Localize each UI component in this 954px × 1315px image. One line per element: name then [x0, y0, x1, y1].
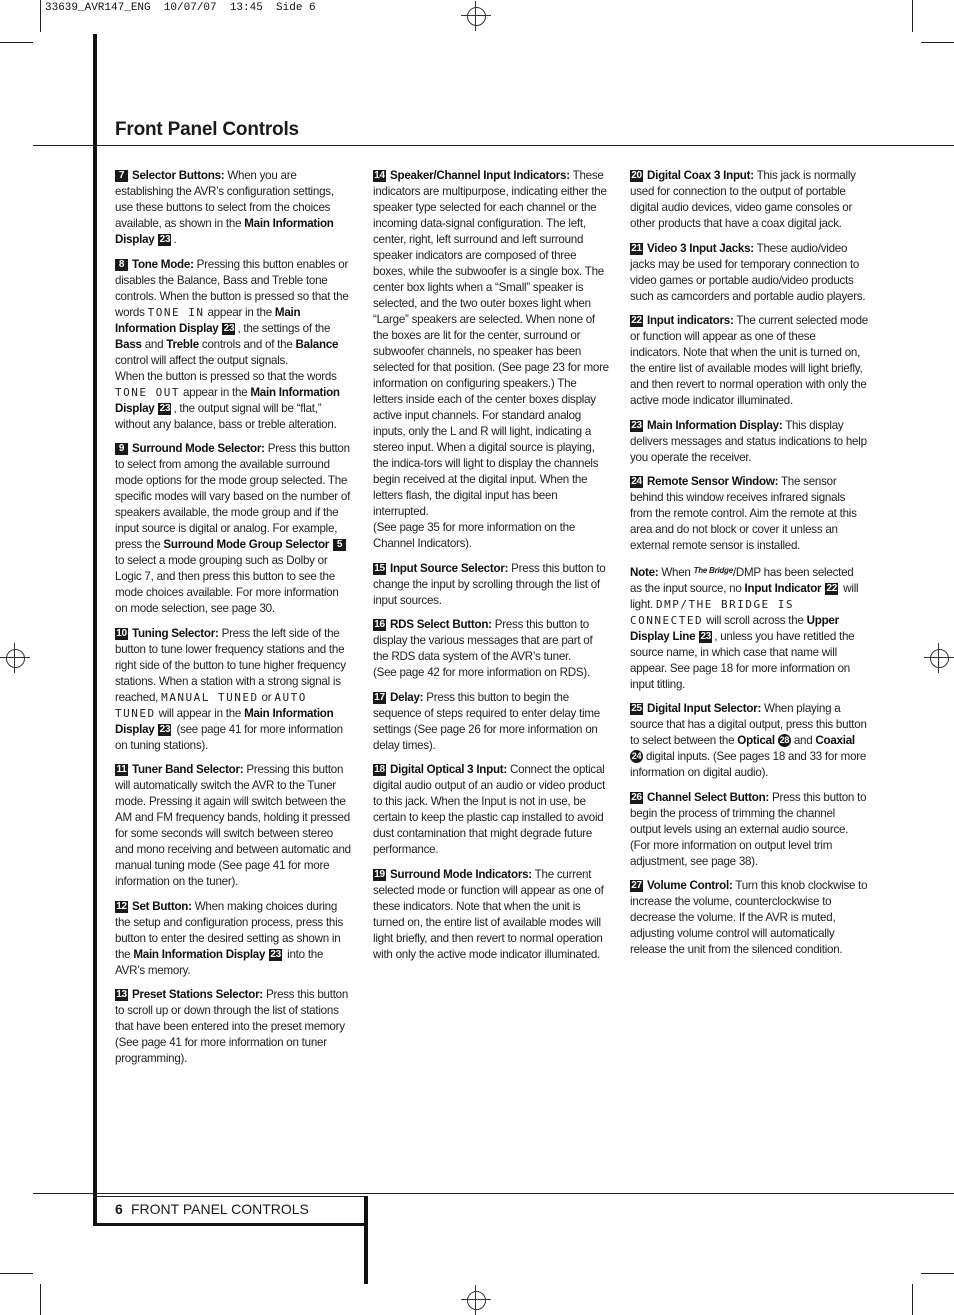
item-number: 21	[631, 242, 642, 254]
item-title: Digital Input Selector:	[647, 702, 762, 715]
item-title: Remote Sensor Window:	[647, 475, 779, 488]
item-title: Surround Mode Indicators:	[390, 867, 532, 881]
item-number: 7	[115, 170, 128, 182]
item-title: Volume Control:	[647, 879, 733, 892]
item-21: 21 Video 3 Input Jacks: These audio/video jacks may be used for temporary connection to video games or portable audio/video products such as camcorders and portable audio players.	[630, 241, 866, 303]
reference-number-circled: 24	[631, 751, 642, 761]
crop-mark	[40, 1284, 41, 1315]
item-title: Digital Coax 3 Input:	[647, 169, 754, 182]
lcd-message: MANUAL TUNED	[161, 690, 259, 704]
reference-number: 23	[223, 322, 235, 334]
reference-number: 22	[826, 582, 838, 594]
reference-number: 5	[333, 539, 346, 551]
item-title: Video 3 Input Jacks:	[647, 241, 754, 255]
item-number: 8	[115, 259, 128, 271]
registration-mark	[924, 643, 954, 673]
reference-number: 23	[159, 402, 171, 414]
item-number: 20	[631, 170, 642, 181]
crop-mark	[921, 42, 954, 43]
item-title: Input Source Selector:	[390, 561, 509, 575]
item-title: Set Button:	[132, 899, 192, 913]
item-14: 14 Speaker/Channel Input Indicators: These indicators are multipurpose, indicating either the speaker type selected for each channel or the incoming data-signal configuration. The left, center, right, left surround and left surround speaker indicators are composed of three boxes, while the subwoofer is a single box. The center box lights when a “Small” speaker is selected, and the two outer boxes light when “Large” speakers are selected. When none of the boxes are lit for the center, surround or subwoofer channels, no speaker has been selected for that position. (See page 23 for more information on configuring speakers.) The letters inside each of the center boxes display active input channels. For standard analog inputs, only the L and R will light, indicating a stereo input. When a digital source is playing, the indica-tors will light to display the channels begin received at the digital input. When the letters flash, the digital input has been interrupted. (See page 35 for more information on the Channel Indicators).	[373, 169, 609, 550]
item-title: Tuner Band Selector:	[132, 763, 244, 776]
registration-mark	[0, 643, 30, 673]
item-8: 8 Tone Mode: Pressing this button enables or disables the Balance, Bass and Treble tone controls. When the button is pressed so that the words TONE IN appear in the Main Information Display 23 , the settings of the Bass and Treble controls and of the Balance control will affect the output signals. When the button is pressed so that the words TONE OUT appear in the Main Information Display 23 , the output signal will be “flat,” without any balance, bass or treble alteration.	[115, 257, 349, 431]
item-number: 19	[374, 868, 385, 880]
item-26: 26 Channel Select Button: Press this button to begin the process of trimming the channel output levels using an external audio source. (For more information on output level trim adjustment, see page 38).	[630, 790, 867, 868]
item-number: 22	[631, 315, 642, 326]
item-17: 17 Delay: Press this button to begin the sequence of steps required to enter delay time settings (See page 26 for more information on delay times).	[373, 690, 600, 752]
reference-number-circled: 28	[779, 735, 790, 745]
crop-mark	[912, 1284, 913, 1315]
item-16: 16 RDS Select Button: Press this button to display the various messages that are part of the RDS data system of the AVR’s tuner. (See page 42 for more information on RDS).	[373, 618, 593, 679]
item-number: 15	[374, 562, 385, 574]
item-title: RDS Select Button:	[390, 618, 492, 631]
item-number: 12	[116, 900, 127, 912]
item-title: Preset Stations Selector:	[132, 988, 263, 1001]
column-2	[373, 168, 609, 971]
item-11: 11 Tuner Band Selector: Pressing this button will automatically switch the AVR to the Tuner mode. Pressing it again will switch between the AM and FM frequency bands, holding it pressed for some seconds will switch between stereo and mono receiving and between automatic and manual tuning mode (See page 41 for more information on the tuner).	[115, 763, 351, 888]
crop-mark	[40, 0, 41, 32]
item-title: Input indicators:	[647, 314, 734, 327]
item-9: 9 Surround Mode Selector: Press this button to select from among the available surround mode options for the mode group selected. The specific modes will vary based on the number of speakers available, the mode group and if the input source is digital or analog. For example, press the Surround Mode Group Selector 5 to select a mode grouping such as Dolby or Logic 7, and then press this button to see the mode choices available. For more information on mode selection, see page 30.	[115, 442, 351, 615]
reference-number: 23	[159, 234, 171, 245]
note: Note: When $^{The Bridge}$/DMP has been selected as the input source, no Input Indicator 22 will light. DMP/THE BRIDGE IS CONNECTED will scroll across the Upper Display Line 23 , unless you have retitled the source name, in which case that name will appear. See page 18 for more information on input titling.	[630, 565, 859, 691]
item-number: 14	[374, 170, 385, 181]
crop-mark	[0, 1273, 33, 1274]
footer-section-label: FRONT PANEL CONTROLS	[131, 1201, 309, 1217]
column-3	[630, 168, 868, 967]
footer-rule-vertical	[364, 1196, 368, 1284]
item-number: 9	[115, 443, 128, 455]
item-number: 18	[374, 764, 385, 775]
item-number: 24	[631, 476, 642, 487]
item-title: Delay:	[390, 690, 424, 704]
print-slug: 33639_AVR147_ENG 10/07/07 13:45 Side 6	[45, 2, 316, 14]
note-label: Note:	[630, 565, 659, 579]
registration-mark	[461, 1, 491, 31]
item-title: Tuning Selector:	[132, 626, 219, 640]
page-number: 6	[115, 1201, 123, 1217]
item-10: 10 Tuning Selector: Press the left side of the button to tune lower frequency stations and the right side of the button to tune higher frequency stations. When a station with a strong signal is reached, MANUAL TUNED or AUTO TUNED will appear in the Main Information Display 23 (see page 41 for more information on tuning stations).	[115, 626, 346, 752]
crop-mark	[921, 1273, 954, 1274]
item-18: 18 Digital Optical 3 Input: Connect the optical digital audio output of an audio or video product to this jack. When the Input is not in use, be certain to keep the plastic cap installed to avoid dust contamination that might degrade future performance.	[373, 763, 606, 856]
item-title: Speaker/Channel Input Indicators:	[390, 169, 570, 182]
item-20: 20 Digital Coax 3 Input: This jack is normally used for connection to the output of portable digital audio devices, video game consoles or other products that have a coax digital jack.	[630, 169, 856, 230]
registration-mark	[461, 1285, 491, 1315]
item-number: 27	[631, 880, 642, 891]
page-title: Front Panel Controls	[115, 119, 299, 140]
reference-number: 23	[700, 630, 712, 642]
lcd-message: DMP/THE BRIDGE IS CONNECTED	[630, 597, 795, 627]
crop-mark	[912, 0, 913, 32]
item-number: 17	[374, 691, 385, 703]
item-title: Surround Mode Selector:	[132, 442, 265, 455]
item-19: 19 Surround Mode Indicators: The current selected mode or function will appear as one of these indicators. Note that when the unit is turned on, the entire list of available modes will light briefly, and then revert to normal operation with only the active mode indicator illuminated.	[373, 867, 604, 961]
item-title: Tone Mode:	[132, 257, 194, 271]
the-bridge-logo: The Bridge	[693, 565, 733, 575]
item-23: 23 Main Information Display: This display delivers messages and status indications to help you operate the receiver.	[630, 418, 867, 464]
page-left-rule	[93, 34, 97, 1224]
item-number: 25	[631, 703, 642, 714]
item-13: 13 Preset Stations Selector: Press this button to scroll up or down through the list of stations that have been entered into the preset memory (See page 41 for more information on tuner programming).	[115, 988, 349, 1065]
item-22: 22 Input indicators: The current selected mode or function will appear as one of these indicators. Note that when the unit is turned on, the entire list of available modes will light briefly, and then revert to normal operation with only the active mode indicator illuminated.	[630, 314, 868, 407]
column-1	[115, 168, 352, 1076]
item-number: 10	[116, 627, 127, 639]
item-number: 23	[631, 419, 642, 431]
footer-rule	[33, 1193, 954, 1194]
lcd-message: AUTO TUNED	[115, 690, 307, 720]
item-title: Main Information Display:	[647, 418, 783, 432]
item-15: 15 Input Source Selector: Press this button to change the input by scrolling through the list of input sources.	[373, 561, 606, 607]
item-number: 13	[116, 989, 127, 1000]
item-title: Digital Optical 3 Input:	[390, 763, 508, 776]
item-number: 11	[116, 764, 127, 775]
item-title: Channel Select Button:	[647, 790, 770, 804]
reference-number: 23	[159, 723, 171, 735]
item-25: 25 Digital Input Selector: When playing a source that has a digital output, press this button to select between the Optical 28 and Coaxial 24 digital inputs. (See pages 18 and 33 for more information on digital audio).	[630, 702, 867, 779]
crop-mark	[0, 42, 33, 43]
item-number: 16	[374, 619, 385, 630]
reference-number: 23	[270, 948, 281, 960]
item-7: 7 Selector Buttons: When you are establishing the AVR’s configuration settings, use these buttons to select from the choices available, as shown in the Main Information Display 23 .	[115, 169, 334, 246]
lcd-message: TONE OUT	[115, 385, 180, 399]
item-number: 26	[631, 791, 642, 803]
item-24: 24 Remote Sensor Window: The sensor behind this window receives infrared signals from the remote control. Aim the remote at this area and do not block or cover it unless an external remote sensor is installed.	[630, 475, 857, 552]
item-27: 27 Volume Control: Turn this knob clockwise to increase the volume, counterclockwise to decrease the volume. If the AVR is muted, adjusting volume control will automatically release the unit from the silenced condition.	[630, 879, 868, 956]
item-title: Selector Buttons:	[132, 169, 225, 182]
item-12: 12 Set Button: When making choices during the setup and configuration process, press this button to enter the desired setting as shown in the Main Information Display 23 into the AVR’s memory.	[115, 899, 343, 977]
lcd-message: TONE IN	[147, 305, 205, 319]
header-rule	[33, 145, 954, 146]
